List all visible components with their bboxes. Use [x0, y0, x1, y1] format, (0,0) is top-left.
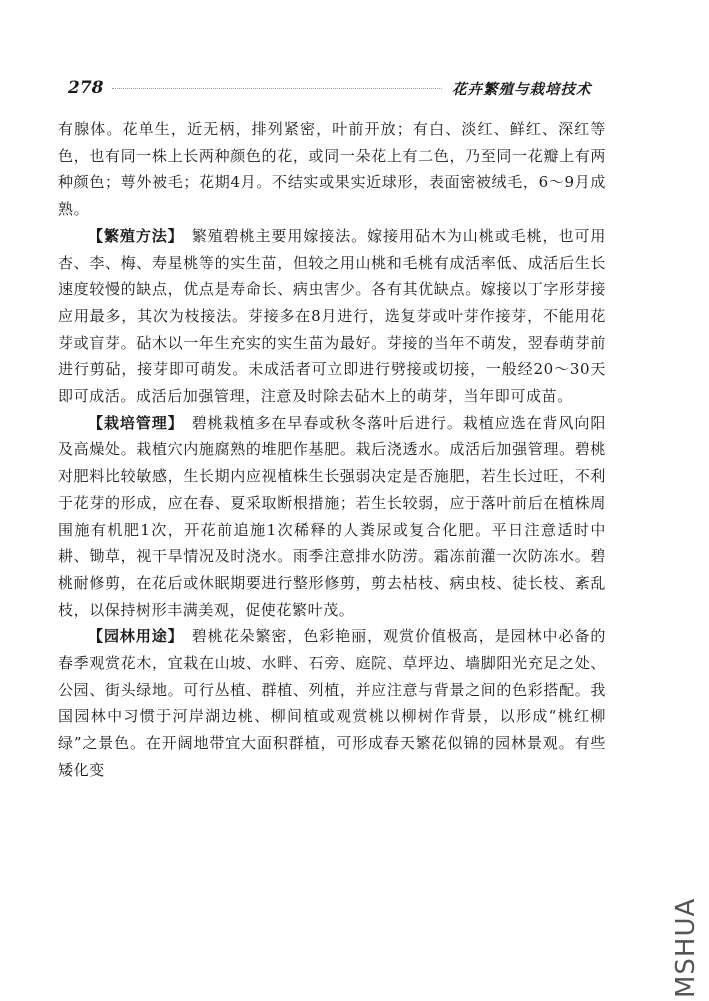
paragraph-propagation [58, 223, 606, 410]
paragraph-cultivation-text: 碧桃栽植多在早春或秋冬落叶后进行。栽植应选在背风向阳及高燥处。栽植穴内施腐熟的堆肥作基肥。栽后浇透水。成活后加强管理。碧桃对肥料比较敏感，生长期内应视植株生长强弱决定是否施肥，若生长过旺，不利于花芽的形成，应在春、夏采取断根措施；若生长较弱，应于落叶前后在植株周围施有机肥1次，开花前追施1次稀释的人粪尿或复合化肥。平日注意适时中耕、锄草，视干旱情况及时浇水。雨季注意排水防涝。霜冻前灌一次防冻水。碧桃耐修剪，在花后或休眠期要进行整形修剪，剪去枯枝、病虫枝、徒长枝、紊乱枝，以保持树形丰满美观，促使花繁叶茂。 [58, 413, 606, 619]
running-title: 花卉繁殖与栽培技术 [452, 82, 592, 98]
paragraph-description: 有腺体。花单生，近无柄，排列紧密，叶前开放；有白、淡红、鲜红、深红等色，也有同一株上长两种颜色的花，或同一朵花上有二色，乃至同一花瓣上有两种颜色；萼外被毛；花期4月。不结实或果实近球形，表面密被绒毛，6～9月成熟。 [58, 120, 606, 219]
paragraph-landscape-use [58, 623, 606, 783]
paragraph-propagation-text: 繁殖碧桃主要用嫁接法。嫁接用砧木为山桃或毛桃，也可用杏、李、梅、寿星桃等的实生苗，但较之用山桃和毛桃有成活率低、成活后生长速度较慢的缺点，优点是寿命长、病虫害少。各有其优缺点。嫁接以丁字形芽接应用最多，其次为枝接法。芽接多在8月进行，选复芽或叶芽作接芽，不能用花芽或盲芽。砧木以一年生充实的实生苗为最好。芽接的当年不萌发，翌春萌芽前进行剪砧，接芽即可萌发。未成活者可立即进行劈接或切接，一般经20～30天即可成活。成活后加强管理，注意及时除去砧木上的萌芽，当年即可成苗。 [58, 226, 606, 406]
section-head-cultivation: 【栽培管理】 [88, 413, 184, 432]
header-rule [112, 88, 442, 89]
paragraph-landscape-use-text: 碧桃花朵繁密，色彩艳丽，观赏价值极高，是园林中必备的春季观赏花木，宜栽在山坡、水畔、石旁、庭院、草坪边、墙脚阳光充足之处、公园、街头绿地。可行丛植、群植、列植，并应注意与背景之间的色彩搭配。我国园林中习惯于河岸湖边桃、柳间植或观赏桃以柳树作背景，以形成“桃红柳绿”之景色。在开阔地带宜大面积群植，可形成春天繁花似锦的园林景观。有些矮化变 [58, 627, 606, 779]
section-head-landscape-use: 【园林用途】 [88, 627, 184, 646]
body-text [58, 116, 606, 784]
watermark [665, 880, 705, 1000]
watermark-text: MSHUA [671, 897, 701, 998]
section-head-propagation: 【繁殖方法】 [88, 226, 184, 245]
paragraph-cultivation [58, 410, 606, 624]
page-number: 278 [68, 78, 104, 98]
